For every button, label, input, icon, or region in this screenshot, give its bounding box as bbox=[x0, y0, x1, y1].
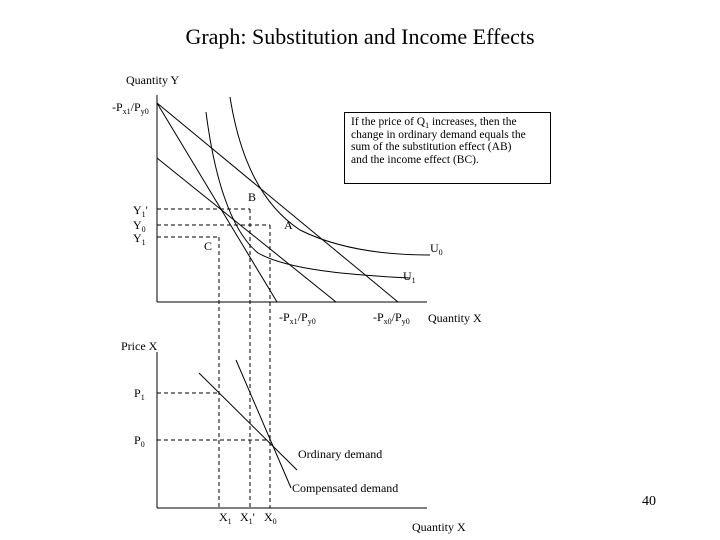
tick-p0: $P_0$ bbox=[134, 433, 145, 449]
tick-p1: $P_1$ bbox=[134, 386, 145, 402]
page-number: 40 bbox=[642, 494, 656, 509]
point-a-label: A bbox=[284, 218, 293, 232]
tick-y1: $Y_1$ bbox=[133, 231, 146, 247]
budget-line-new bbox=[157, 103, 277, 302]
compensated-budget-line bbox=[157, 158, 336, 302]
note-line: change in ordinary demand equals the bbox=[351, 128, 526, 141]
x-intercept-new-label: $-P_{x1}/P_{y0}$ bbox=[279, 310, 316, 326]
curve-u1-label: $U_1$ bbox=[403, 269, 416, 285]
top-y-axis-label: Quantity Y bbox=[126, 73, 180, 87]
ordinary-demand-label: Ordinary demand bbox=[298, 447, 383, 461]
point-c-label: C bbox=[204, 239, 213, 253]
tick-y1prime: $Y_1'$ bbox=[133, 203, 148, 219]
tick-x1prime: $X_1'$ bbox=[240, 510, 255, 526]
compensated-demand-label: Compensated demand bbox=[292, 481, 399, 495]
tick-x0: $X_0$ bbox=[264, 510, 277, 526]
explanation-note bbox=[344, 112, 551, 184]
point-b-label: B bbox=[248, 190, 257, 204]
bottom-x-axis-label: Quantity X bbox=[412, 520, 466, 534]
tick-y0: $Y_0$ bbox=[133, 218, 146, 234]
slide-title: Graph: Substitution and Income Effects bbox=[185, 24, 535, 49]
top-x-axis-label: Quantity X bbox=[428, 311, 482, 325]
x-intercept-original-label: $-P_{x0}/P_{y0}$ bbox=[373, 310, 410, 326]
bottom-y-axis-label: Price X bbox=[121, 339, 158, 353]
note-line: If the price of $Q_1$ increases, then the bbox=[351, 116, 517, 130]
tick-x1: $X_1$ bbox=[219, 510, 232, 526]
compensated-demand-curve bbox=[236, 360, 291, 488]
curve-u0-label: $U_0$ bbox=[430, 241, 443, 257]
note-line: and the income effect (BC). bbox=[351, 153, 479, 166]
note-line: sum of the substitution effect (AB) bbox=[351, 141, 512, 154]
y-intercept-label: $-P_{x1}/P_{y0}$ bbox=[112, 100, 149, 116]
